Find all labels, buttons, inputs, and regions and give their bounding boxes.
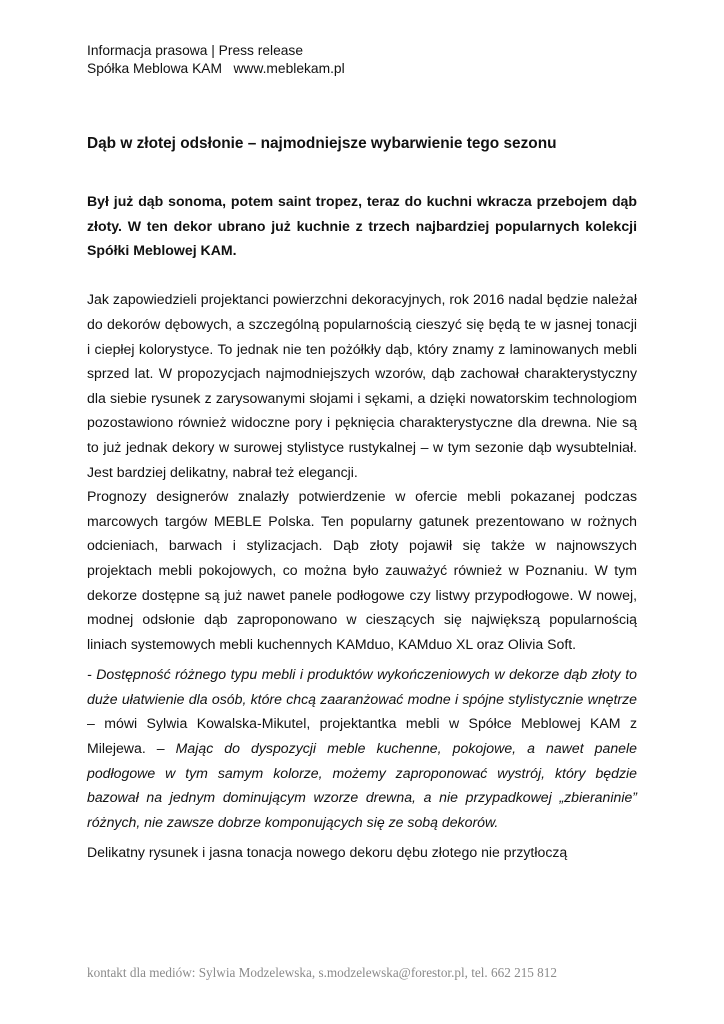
header-line-company: Spółka Meblowa KAM www.meblekam.pl xyxy=(87,61,345,76)
quote-attribution: – mówi Sylwia Kowalska-Mikutel, projektantka mebli w Spółce Meblowej KAM z Milejewa. – xyxy=(87,715,637,757)
media-contact-footer: kontakt dla mediów: Sylwia Modzelewska, s.modzelewska@forestor.pl, tel. 662 215 812 xyxy=(87,965,557,980)
article-title: Dąb w złotej odsłonie – najmodniejsze wybarwienie tego sezonu xyxy=(87,135,557,152)
quote-text-part1: - Dostępność różnego typu mebli i produktów wykończeniowych w dekorze dąb złoty to duże ułatwienie dla osób, które chcą zaaranżować modne i spójne stylistycznie wnętrze xyxy=(87,666,637,707)
article-body xyxy=(87,189,637,865)
paragraph-oak-trends: Jak zapowiedzieli projektanci powierzchni dekoracyjnych, rok 2016 nadal będzie należał do dekorów dębowych, a szczególną popularnością cieszyć się będą te w jasnej tonacji i ciepłej kolorystyce. To jednak nie ten pożółkły dąb, który znamy z laminowanych mebli sprzed lat. W propozycjach najmodniejszych wzorów, dąb zachował charakterystyczny dla siebie rysunek z zarysowanymi słojami i sękami, a dzięki nowatorskim technologiom pozostawiono również widoczne pory i pęknięcia charakterystyczne dla drewna. Nie są to już jednak dekory w surowej stylistyce rustykalnej – w tym sezonie dąb wysubtelniał. Jest bardziej delikatny, nabrał też elegancji. xyxy=(87,291,637,480)
lead-paragraph: Był już dąb sonoma, potem saint tropez, teraz do kuchni wkracza przebojem dąb złoty. W ten dekor ubrano już kuchnie z trzech najbardziej popularnych kolekcji Spółki Meblowej KAM. xyxy=(87,193,637,259)
header-line-press-release: Informacja prasowa | Press release xyxy=(87,43,303,58)
quote-text-part2: Mając do dyspozycji meble kuchenne, pokojowe, a nawet panele podłogowe w tym samym kolorze, możemy zaproponować wystrój, który będzie bazował na jednym dominującym wzorze drewna, a nie przypadkowej „zbieraninie” różnych, nie zawsze dobrze komponujących się ze sobą dekorów. xyxy=(87,740,637,830)
press-header xyxy=(87,42,345,78)
paragraph-designer-quote xyxy=(87,662,637,834)
paragraph-meble-polska: Prognozy designerów znalazły potwierdzenie w ofercie mebli pokazanej podczas marcowych targów MEBLE Polska. Ten popularny gatunek prezentowano w rożnych odcieniach, barwach i stylizacjach. Dąb złoty pojawił się także w najnowszych projektach mebli pokojowych, co można było zauważyć również w Poznaniu. W tym dekorze dostępne są już nawet panele podłogowe czy listwy przypodłogowe. W nowej, modnej odsłonie dąb zaproponowano w cieszących się największą popularnością liniach systemowych mebli kuchennych KAMduo, KAMduo XL oraz Olivia Soft. xyxy=(87,488,637,652)
paragraph-closing: Delikatny rysunek i jasna tonacja nowego dekoru dębu złotego nie przytłoczą xyxy=(87,844,568,861)
